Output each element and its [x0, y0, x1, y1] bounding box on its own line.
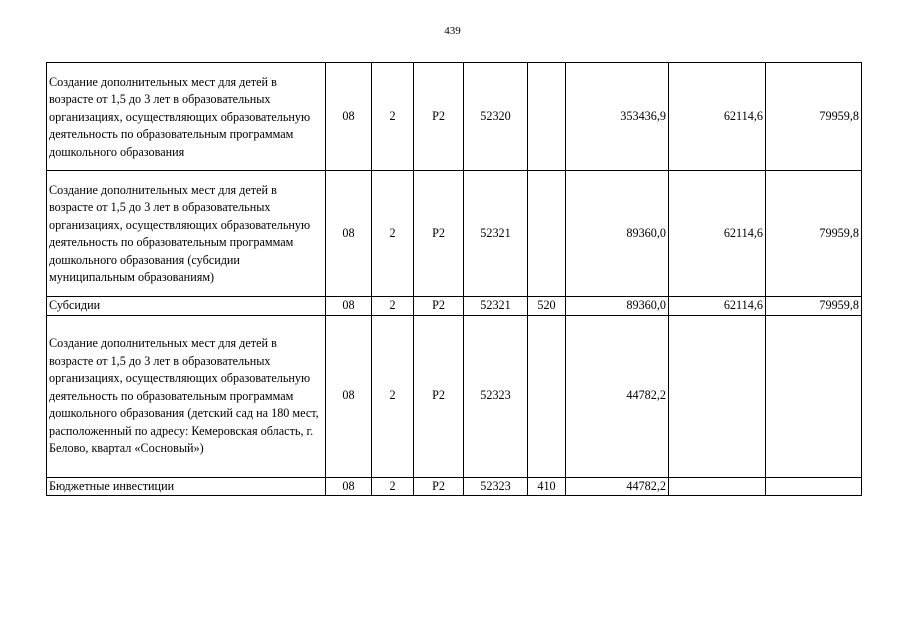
- section-code: 08: [326, 477, 372, 496]
- row-name: Бюджетные инвестиции: [47, 477, 326, 496]
- amount-2: 62114,6: [669, 297, 766, 316]
- amount-2: [669, 477, 766, 496]
- amount-1: 89360,0: [566, 297, 669, 316]
- row-name: Создание дополнительных мест для детей в возрасте от 1,5 до 3 лет в образовательных организациях, осуществляющих образовательную деятельность по образовательным программам дошкольного образования (детский сад на 180 мест, расположенный по адресу: Кемеровская область, г. Белово, квартал «Сосновый»): [47, 315, 326, 477]
- amount-1: 353436,9: [566, 63, 669, 171]
- item-code: 52321: [464, 297, 528, 316]
- amount-1: 44782,2: [566, 477, 669, 496]
- table-row: [47, 477, 862, 496]
- item-code: 52323: [464, 477, 528, 496]
- row-name: Субсидии: [47, 297, 326, 316]
- subsection-code: 2: [372, 315, 414, 477]
- amount-3: 79959,8: [766, 297, 862, 316]
- amount-3: [766, 477, 862, 496]
- expense-type-code: [528, 63, 566, 171]
- subsection-code: 2: [372, 477, 414, 496]
- section-code: 08: [326, 297, 372, 316]
- program-code: Р2: [414, 297, 464, 316]
- table-row: [47, 171, 862, 297]
- amount-2: 62114,6: [669, 63, 766, 171]
- amount-3: 79959,8: [766, 63, 862, 171]
- program-code: Р2: [414, 315, 464, 477]
- amount-1: 89360,0: [566, 171, 669, 297]
- subsection-code: 2: [372, 63, 414, 171]
- section-code: 08: [326, 315, 372, 477]
- item-code: 52323: [464, 315, 528, 477]
- expense-type-code: 410: [528, 477, 566, 496]
- amount-3: 79959,8: [766, 171, 862, 297]
- amount-2: 62114,6: [669, 171, 766, 297]
- table-row: [47, 297, 862, 316]
- section-code: 08: [326, 63, 372, 171]
- amount-2: [669, 315, 766, 477]
- subsection-code: 2: [372, 171, 414, 297]
- subsection-code: 2: [372, 297, 414, 316]
- row-name: Создание дополнительных мест для детей в возрасте от 1,5 до 3 лет в образовательных организациях, осуществляющих образовательную деятельность по образовательным программам дошкольного образования: [47, 63, 326, 171]
- budget-table: [46, 62, 862, 496]
- row-name: Создание дополнительных мест для детей в возрасте от 1,5 до 3 лет в образовательных организациях, осуществляющих образовательную деятельность по образовательным программам дошкольного образования (субсидии муниципальным образованиям): [47, 171, 326, 297]
- program-code: Р2: [414, 171, 464, 297]
- table-row: [47, 63, 862, 171]
- amount-1: 44782,2: [566, 315, 669, 477]
- expense-type-code: [528, 315, 566, 477]
- expense-type-code: 520: [528, 297, 566, 316]
- amount-3: [766, 315, 862, 477]
- item-code: 52321: [464, 171, 528, 297]
- page-number: 439: [444, 25, 461, 37]
- program-code: Р2: [414, 63, 464, 171]
- section-code: 08: [326, 171, 372, 297]
- table-row: [47, 315, 862, 477]
- program-code: Р2: [414, 477, 464, 496]
- expense-type-code: [528, 171, 566, 297]
- item-code: 52320: [464, 63, 528, 171]
